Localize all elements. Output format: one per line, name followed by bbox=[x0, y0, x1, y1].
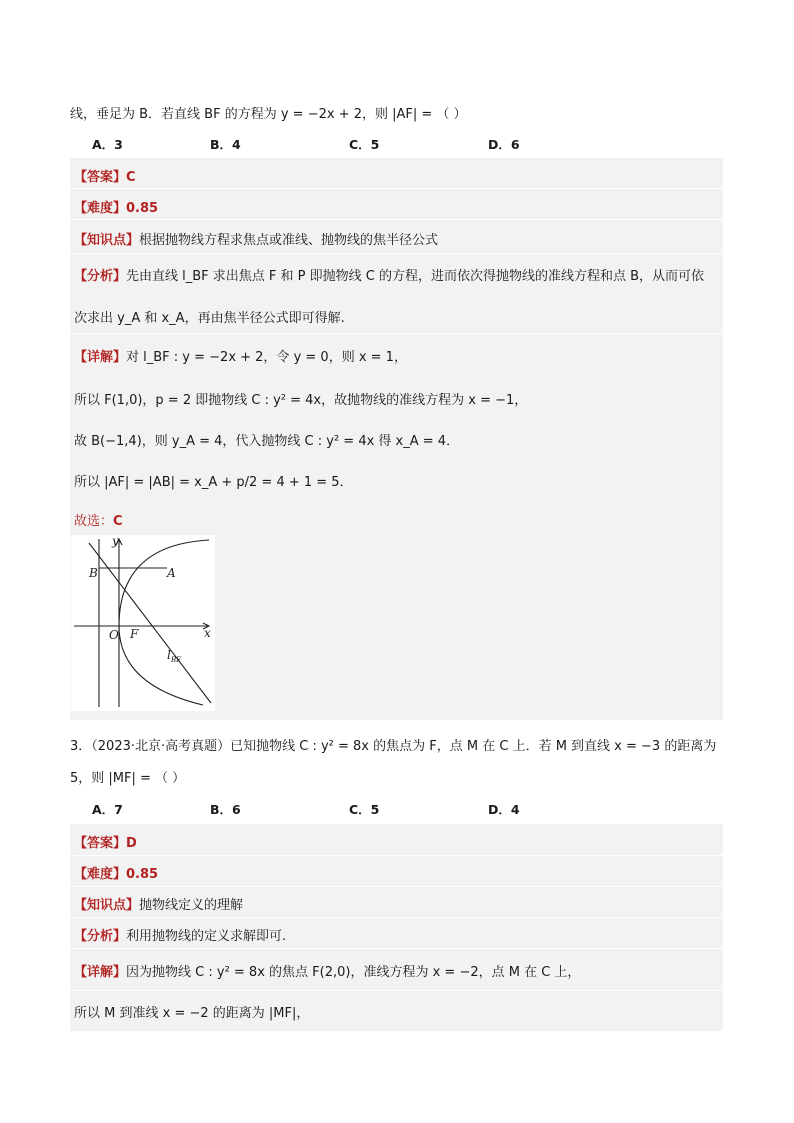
line-label: l bbox=[167, 648, 171, 662]
q3-option-d: D．4 bbox=[488, 802, 520, 817]
q3-answer: D bbox=[126, 836, 137, 851]
q3-analysis: 利用抛物线的定义求解即可. bbox=[126, 929, 287, 944]
divider bbox=[70, 886, 723, 887]
divider bbox=[70, 253, 723, 254]
x-axis-label: x bbox=[204, 626, 211, 640]
q2-difficulty-row bbox=[74, 197, 158, 216]
knowledge-tag: 【知识点】 bbox=[74, 898, 140, 913]
q3-knowledge: 抛物线定义的理解 bbox=[139, 898, 244, 913]
divider bbox=[70, 855, 723, 856]
q2-solution-block bbox=[70, 158, 723, 720]
q2-answer-row bbox=[74, 166, 136, 185]
q2-analysis-line2: 次求出 y_A 和 x_A，再由焦半径公式即可得解. bbox=[74, 311, 345, 326]
q3-stem-line1: 3．（2023·北京·高考真题）已知抛物线 C : y² = 8x 的焦点为 F，点 M 在 C 上．若 M 到直线 x = −3 的距离为 bbox=[70, 739, 717, 754]
q2-knowledge: 根据抛物线方程求焦点或准线、抛物线的焦半径公式 bbox=[139, 233, 439, 248]
q3-knowledge-row bbox=[74, 894, 243, 913]
q2-detail-line1: 对 l_BF : y = −2x + 2，令 y = 0，则 x = 1， bbox=[126, 350, 407, 365]
point-a-label: A bbox=[167, 566, 176, 580]
parabola-graph bbox=[71, 535, 215, 711]
q2-detail-row bbox=[74, 346, 407, 365]
divider bbox=[70, 917, 723, 918]
q2-stem: 线，垂足为 B．若直线 BF 的方程为 y = −2x + 2，则 |AF| = （ ） bbox=[70, 107, 467, 122]
q3-detail-line1: 因为抛物线 C : y² = 8x 的焦点 F(2,0)，准线方程为 x = −2，点 M 在 C 上， bbox=[126, 965, 581, 980]
analysis-tag: 【分析】 bbox=[74, 269, 127, 284]
choose-label: 故选： bbox=[74, 514, 114, 529]
knowledge-tag: 【知识点】 bbox=[74, 233, 140, 248]
q2-analysis-line1: 先由直线 l_BF 求出焦点 F 和 P 即抛物线 C 的方程，进而依次得抛物线的准线方程和点 B，从而可依 bbox=[126, 269, 705, 284]
detail-tag: 【详解】 bbox=[74, 350, 127, 365]
divider bbox=[70, 333, 723, 334]
q2-knowledge-row bbox=[74, 229, 438, 248]
q2-option-d: D．6 bbox=[488, 137, 520, 152]
q2-detail-line2: 所以 F(1,0)，p = 2 即抛物线 C : y² = 4x，故抛物线的准线方程为 x = −1， bbox=[74, 393, 528, 408]
q2-option-c: C．5 bbox=[349, 137, 380, 152]
detail-tag: 【详解】 bbox=[74, 965, 127, 980]
y-axis-label: y bbox=[112, 535, 119, 548]
q3-difficulty-row bbox=[74, 863, 158, 882]
line-label-subscript: BF bbox=[171, 656, 182, 664]
q2-option-b: B．4 bbox=[210, 137, 241, 152]
divider bbox=[70, 990, 723, 991]
q3-answer-row bbox=[74, 832, 137, 851]
analysis-tag: 【分析】 bbox=[74, 929, 127, 944]
q2-difficulty: 0.85 bbox=[126, 201, 159, 216]
answer-tag: 【答案】 bbox=[74, 836, 127, 851]
divider bbox=[70, 188, 723, 189]
q2-option-a: A．3 bbox=[92, 137, 123, 152]
q3-option-c: C．5 bbox=[349, 802, 380, 817]
divider bbox=[70, 219, 723, 220]
difficulty-tag: 【难度】 bbox=[74, 201, 127, 216]
q2-analysis-row bbox=[74, 265, 704, 284]
parabola-curve bbox=[119, 540, 209, 705]
q2-answer: C bbox=[126, 170, 136, 185]
difficulty-tag: 【难度】 bbox=[74, 867, 127, 882]
q3-difficulty: 0.85 bbox=[126, 867, 159, 882]
q3-option-b: B．6 bbox=[210, 802, 241, 817]
q3-detail-row bbox=[74, 961, 580, 980]
q3-stem-line2: 5，则 |MF| = （ ） bbox=[70, 771, 186, 786]
q2-choose-row bbox=[74, 510, 123, 529]
q2-detail-line3: 故 B(−1,4)，则 y_A = 4，代入抛物线 C : y² = 4x 得 x_A = 4． bbox=[74, 434, 460, 449]
line-bf bbox=[89, 543, 211, 703]
answer-tag: 【答案】 bbox=[74, 170, 127, 185]
q2-choose: C bbox=[113, 514, 123, 529]
parabola-figure bbox=[71, 535, 215, 711]
q3-option-a: A．7 bbox=[92, 802, 123, 817]
q3-solution-block bbox=[70, 824, 723, 1031]
point-b-label: B bbox=[89, 566, 98, 580]
divider bbox=[70, 948, 723, 949]
q3-analysis-row bbox=[74, 925, 286, 944]
origin-label: O bbox=[109, 628, 119, 642]
q3-detail-line2: 所以 M 到准线 x = −2 的距离为 |MF|， bbox=[74, 1006, 310, 1021]
point-f-label: F bbox=[130, 627, 139, 641]
q2-detail-line4: 所以 |AF| = |AB| = x_A + p/2 = 4 + 1 = 5． bbox=[74, 475, 353, 490]
